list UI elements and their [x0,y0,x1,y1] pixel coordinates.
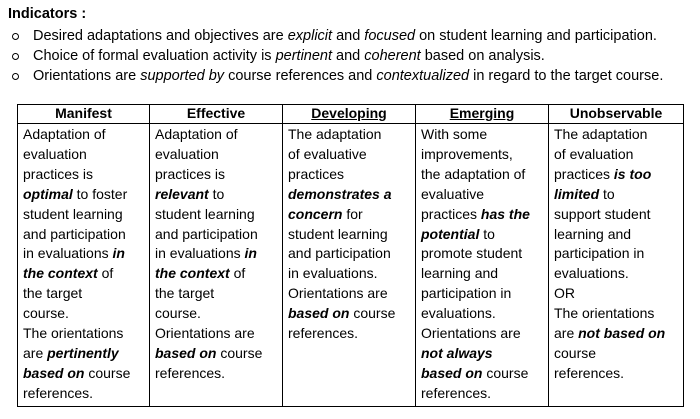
criteria-line [155,344,282,364]
emphasis-run: focused [364,28,416,44]
emphasis-run: pertinent [275,48,333,64]
criteria-line [155,185,282,205]
text-run: Orientations are [288,285,388,302]
text-run: references. [23,384,94,401]
criteria-line [155,304,282,324]
text-run: practices [421,205,481,222]
criteria-line [155,324,282,344]
criteria-cell-effective [150,124,283,407]
criteria-line [421,264,548,284]
criteria-line [288,185,415,205]
rubric-table [17,104,684,407]
text-run: of evaluation [554,145,634,162]
text-run: and [332,48,365,64]
criteria-line [554,244,683,264]
criteria-cell-developing [283,124,416,407]
criteria-line [23,205,149,225]
indicator-text [33,28,657,44]
text-run: student learning [23,205,123,222]
criteria-line [554,185,683,205]
criteria-line [23,364,149,384]
emphasis-run: has the [480,205,530,222]
table-header-row [18,105,684,124]
criteria-line [554,284,683,304]
text-run: course [482,364,529,381]
text-run: learning and [554,225,632,242]
text-run: of evaluative [288,145,367,162]
criteria-line [23,344,149,364]
text-run: Orientations are [33,68,141,84]
table-row [18,124,684,407]
emphasis-run: is too [613,165,652,182]
bullet-circle-icon [12,33,19,40]
text-run: support student [554,205,651,222]
text-run: for [342,205,363,222]
criteria-line [23,264,149,284]
indicator-text [33,48,545,64]
emphasis-run: relevant [155,185,209,202]
bullet-circle-icon [12,53,19,60]
criteria-line [288,225,415,245]
criteria-line [421,125,548,145]
emphasis-run: based on [23,364,85,381]
emphasis-run: in [244,245,257,262]
indicator-item [0,66,700,86]
criteria-line [288,205,415,225]
criteria-line [155,244,282,264]
criteria-line [23,125,149,145]
text-run: improvements, [421,145,513,162]
criteria-line [554,324,683,344]
emphasis-run: not always [421,344,493,361]
criteria-line [421,185,548,205]
criteria-line [288,304,415,324]
text-run: to [599,185,615,202]
text-run: the target [155,285,215,302]
criteria-line [421,145,548,165]
criteria-line [155,225,282,245]
column-header-label: Manifest [55,105,112,121]
text-run: course [216,344,263,361]
criteria-line [23,145,149,165]
text-run: evaluative [421,185,485,202]
text-run: learning and [421,265,499,282]
criteria-line [421,244,548,264]
criteria-line [23,324,149,344]
emphasis-run: explicit [287,28,333,44]
text-run: evaluation [155,145,219,162]
criteria-line [421,165,548,185]
criteria-line [155,284,282,304]
text-run: on student learning and participation. [415,28,657,44]
text-run: based on analysis. [420,48,545,64]
emphasis-run: supported by [140,68,225,84]
text-run: references. [288,325,359,342]
indicators-heading: Indicators : [8,6,87,22]
criteria-line [421,324,548,344]
text-run: course. [23,305,69,322]
criteria-cell-emerging [416,124,549,407]
criteria-line [155,125,282,145]
criteria-line [23,244,149,264]
criteria-line [155,165,282,185]
text-run: references. [155,364,226,381]
column-header-emerging [416,105,549,124]
criteria-line [23,185,149,205]
text-run: Orientations are [421,325,521,342]
emphasis-run: the context [23,265,98,282]
criteria-line [554,344,683,364]
indicator-text [33,68,663,84]
text-run: Desired adaptations and objectives are [33,28,288,44]
text-run: practices [288,165,345,182]
text-run: The orientations [554,305,655,322]
criteria-line [23,225,149,245]
criteria-line [421,284,548,304]
text-run: Orientations are [155,325,255,342]
text-run: in regard to the target course. [469,68,664,84]
text-run: in evaluations [155,245,245,262]
text-run: references. [421,384,492,401]
text-run: OR [554,285,575,302]
text-run: The orientations [23,325,124,342]
column-header-label: Emerging [449,105,515,121]
criteria-cell-manifest [18,124,150,407]
emphasis-run: coherent [364,48,421,64]
text-run: evaluation [23,145,87,162]
text-run: Choice of formal evaluation activity is [33,48,276,64]
criteria-line [288,145,415,165]
criteria-line [554,145,683,165]
text-run: in evaluations. [288,265,378,282]
criteria-line [288,284,415,304]
criteria-line [23,384,149,404]
text-run: practices [554,165,614,182]
text-run: student learning [288,225,388,242]
emphasis-run: concern [288,205,343,222]
text-run: and participation [155,225,258,242]
text-run: the adaptation of [421,165,526,182]
text-run: of [229,265,246,282]
text-run: practices is [155,165,226,182]
criteria-line [554,364,683,384]
column-header-unobservable [549,105,684,124]
text-run: evaluations. [554,265,629,282]
column-header-label: Unobservable [569,105,663,121]
emphasis-run: contextualized [376,68,470,84]
text-run: Adaptation of [23,126,106,142]
text-run: of [97,265,114,282]
text-run: to [208,185,225,202]
emphasis-run: pertinently [47,344,119,361]
criteria-line [23,284,149,304]
text-run: The adaptation [288,126,382,142]
criteria-line [421,344,548,364]
criteria-line [421,384,548,404]
emphasis-run: based on [421,364,483,381]
emphasis-run: demonstrates a [288,185,392,202]
criteria-line [23,304,149,324]
text-run: are [23,344,48,361]
criteria-line [554,125,683,145]
criteria-line [288,324,415,344]
text-run: and [332,28,365,44]
indicator-item [0,26,700,46]
emphasis-run: potential [421,225,480,242]
text-run: the target [23,285,83,302]
text-run: participation in [421,285,512,302]
text-run: course [84,364,131,381]
criteria-line [421,304,548,324]
text-run: and participation [23,225,126,242]
text-run: promote student [421,245,523,262]
column-header-effective [150,105,283,124]
criteria-line [23,165,149,185]
emphasis-run: not based on [578,325,666,342]
text-run: With some [421,126,488,142]
column-header-label: Effective [186,105,246,121]
text-run: to [479,225,495,242]
bullet-circle-icon [12,73,19,80]
text-run: Adaptation of [155,126,238,142]
indicator-list [0,26,700,86]
criteria-line [554,304,683,324]
text-run: course. [155,305,201,322]
column-header-label: Developing [311,105,387,121]
criteria-line [155,364,282,384]
criteria-line [155,145,282,165]
emphasis-run: limited [554,185,600,202]
criteria-line [554,165,683,185]
emphasis-run: in [112,245,125,262]
text-run: The adaptation [554,126,648,142]
criteria-line [554,225,683,245]
emphasis-run: based on [155,344,217,361]
criteria-line [554,264,683,284]
text-run: practices is [23,165,94,182]
column-header-developing [283,105,416,124]
criteria-line [155,205,282,225]
text-run: and participation [288,245,391,262]
criteria-line [288,165,415,185]
criteria-line [288,244,415,264]
criteria-line [421,364,548,384]
emphasis-run: optimal [23,185,73,202]
text-run: course [349,305,396,322]
emphasis-run: the context [155,265,230,282]
text-run: references. [554,364,625,381]
text-run: course references and [224,68,377,84]
criteria-line [554,205,683,225]
text-run: in evaluations [23,245,113,262]
criteria-cell-unobservable [549,124,684,407]
emphasis-run: based on [288,305,350,322]
text-run: course [554,344,597,361]
text-run: are [554,325,579,342]
criteria-line [288,264,415,284]
criteria-line [421,225,548,245]
indicator-item [0,46,700,66]
text-run: student learning [155,205,255,222]
criteria-line [288,125,415,145]
column-header-manifest [18,105,150,124]
text-run: to foster [72,185,128,202]
text-run: evaluations. [421,305,496,322]
criteria-line [421,205,548,225]
text-run: participation in [554,245,645,262]
criteria-line [155,264,282,284]
